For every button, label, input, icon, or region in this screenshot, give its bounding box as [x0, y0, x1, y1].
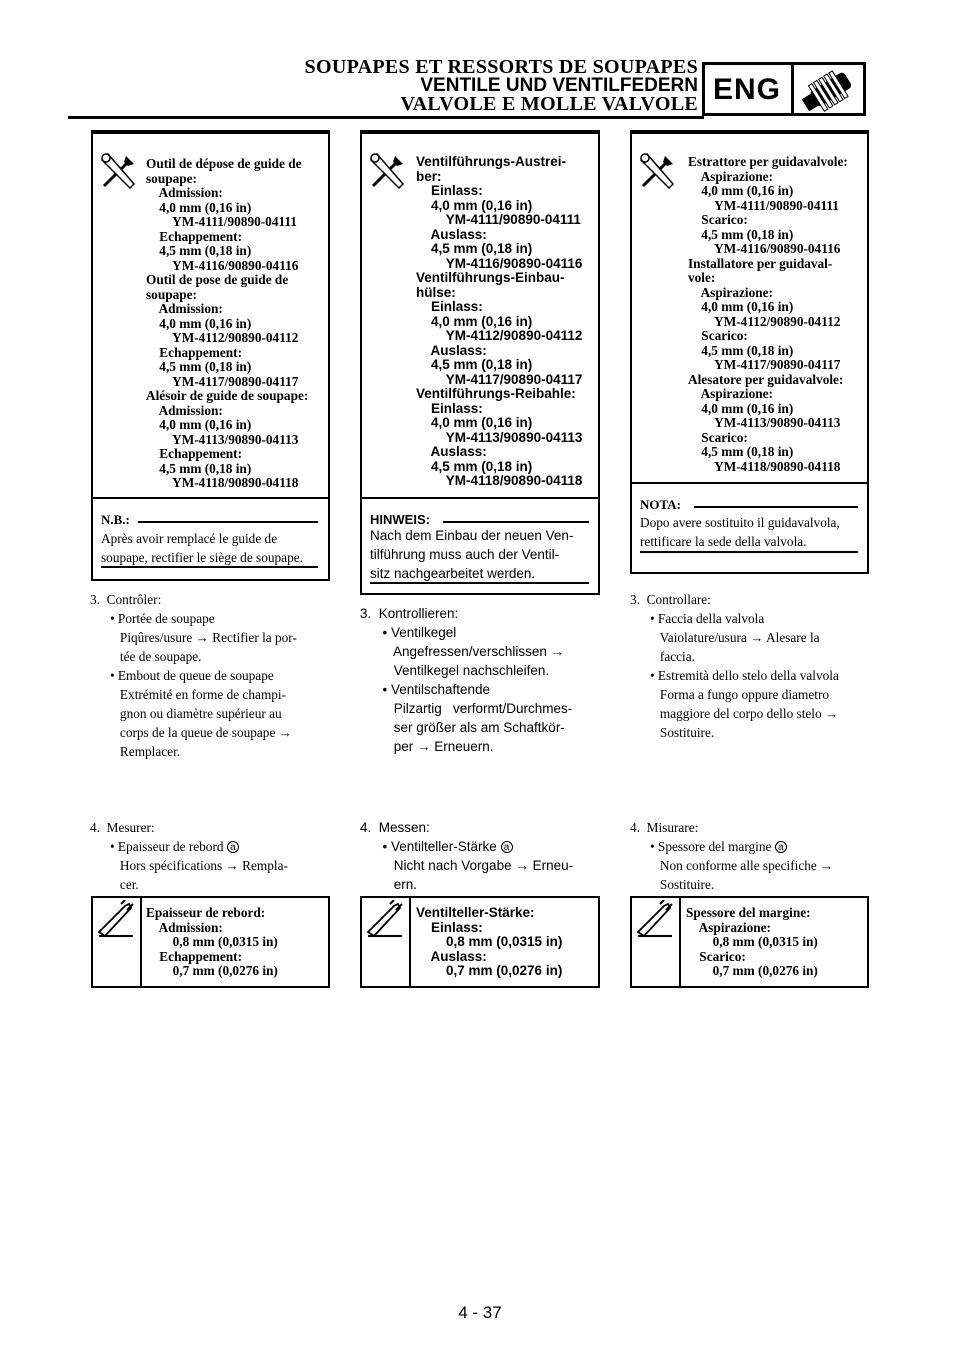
- fr-note-separator: [93, 497, 328, 499]
- de-spec-box-divider: [409, 898, 411, 986]
- it-note-text: Dopo avere sostituito il guidavalvola, rettificare la sede della valvola.: [640, 515, 840, 549]
- it-step4-rest: Non conforme alle specifiche → Sostituire.: [659, 858, 834, 892]
- wrench-icon: [367, 150, 409, 192]
- de-note-rule-bottom: [370, 582, 589, 584]
- fr-note-rule-top: [138, 521, 318, 523]
- fr-step4-item-label: • Epaisseur de rebord: [90, 839, 224, 854]
- fr-spec-box-text: Epaisseur de rebord: Admission: 0,8 mm (0,0315 in) Echappement: 0,7 mm (0,0276 in): [146, 905, 278, 978]
- it-step3: 3. Controllare: • Faccia della valvola Vaiolature/usura → Alesare la faccia. • Estremità dello stelo della valvola Forma a fungo oppure diametro maggiore del corpo dello stelo → Sostituire.: [630, 592, 839, 740]
- de-note-rule-top: [443, 521, 589, 523]
- de-note-separator: [362, 497, 598, 499]
- de-step4-rest: Nicht nach Vorgabe → Erneu- ern.: [393, 858, 574, 892]
- it-step4-item: [630, 837, 787, 856]
- fr-step3: 3. Contrôler: • Portée de soupape Piqûres/usure → Rectifier la por- tée de soupape. • Embout de queue de soupape Extrémité en forme de champi- gnon ou diamètre supérieur au corps de la queue de soupape → Remplacer.: [90, 592, 297, 759]
- caliper-icon: [364, 900, 406, 940]
- de-note-label: HINWEIS:: [370, 512, 430, 527]
- fr-spec-box-divider: [140, 898, 142, 986]
- de-step3: 3. Kontrollieren: • Ventilkegel Angefressen/verschlissen → Ventilkegel nachschleifen. • Ventilschaftende Pilzartig verformt/Durchmes- ser größer als am Schaftkör- per → Erneuern.: [360, 606, 573, 754]
- fr-step4-title: 4. Mesurer:: [90, 820, 155, 835]
- de-note-text: Nach dem Einbau der neuen Ven- tilführung muss auch der Ventil- sitz nachgearbeitet werden.: [370, 528, 574, 581]
- it-tool-box-text: Estrattore per guidavalvole: Aspirazione: 4,0 mm (0,16 in) YM-4111/90890-04111 Scarico: 4,5 mm (0,18 in) YM-4116/90890-04116 Installatore per guidaval- vole: Aspirazione: 4,0 mm (0,16 in) YM-4112/90890-04112 Scarico: 4,5 mm (0,18 in) YM-4117/90890-04117 Alesatore per guidavalvole: Aspirazione: 4,0 mm (0,16 in) YM-4113/90890-04113 Scarico: 4,5 mm (0,18 in) YM-4118/90890-04118: [688, 154, 848, 474]
- header-title-de: VENTILE UND VENTILFEDERN: [420, 75, 698, 96]
- eng-badge-divider: [791, 65, 794, 113]
- wrench-icon: [637, 150, 679, 192]
- it-note-rule-top: [694, 506, 858, 508]
- de-tool-box-text: Ventilführungs-Austrei- ber: Einlass: 4,0 mm (0,16 in) YM-4111/90890-04111 Auslass: 4,5 mm (0,18 in) YM-4116/90890-04116 Ventilführungs-Einbau- hülse: Einlass: 4,0 mm (0,16 in) YM-4112/90890-04112 Auslass: 4,5 mm (0,18 in) YM-4117/90890-04117 Ventilführungs-Reibahle: Einlass: 4,0 mm (0,16 in) YM-4113/90890-04113 Auslass: 4,5 mm (0,18 in) YM-4118/90890-04118: [416, 154, 583, 488]
- fr-step4-item: [90, 837, 239, 856]
- caliper-icon: [634, 900, 676, 940]
- fr-step4-rest: Hors spécifications → Rempla- cer.: [119, 858, 288, 892]
- fr-note-label: N.B.:: [101, 512, 130, 527]
- it-note-label: NOTA:: [640, 497, 681, 512]
- it-note-separator: [632, 482, 867, 484]
- it-step4-item-label: • Spessore del margine: [630, 839, 772, 854]
- engine-icon: [797, 67, 863, 113]
- de-step4-item: [360, 837, 513, 856]
- it-spec-box-text: Spessore del margine: Aspirazione: 0,8 mm (0,0315 in) Scarico: 0,7 mm (0,0276 in): [686, 905, 818, 978]
- callout-a-icon: a: [501, 841, 513, 853]
- fr-note-text: Après avoir remplacé le guide de soupape, rectifier le siège de soupape.: [101, 531, 303, 565]
- de-step4-item-label: • Ventilteller-Stärke: [360, 839, 497, 854]
- eng-badge: [702, 62, 866, 116]
- fr-tool-box-text: Outil de dépose de guide de soupape: Admission: 4,0 mm (0,16 in) YM-4111/90890-04111 Echappement: 4,5 mm (0,18 in) YM-4116/90890-04116 Outil de pose de guide de soupape: Admission: 4,0 mm (0,16 in) YM-4112/90890-04112 Echappement: 4,5 mm (0,18 in) YM-4117/90890-04117 Alésoir de guide de soupape: Admission: 4,0 mm (0,16 in) YM-4113/90890-04113 Echappement: 4,5 mm (0,18 in) YM-4118/90890-04118: [146, 156, 309, 490]
- header-rule: [68, 116, 704, 119]
- it-spec-box-divider: [679, 898, 681, 986]
- it-step4-title: 4. Misurare:: [630, 820, 699, 835]
- header-title-it: VALVOLE E MOLLE VALVOLE: [400, 93, 698, 115]
- it-note-rule-bottom: [640, 551, 858, 553]
- eng-badge-label: ENG: [713, 73, 782, 106]
- caliper-icon: [95, 900, 137, 940]
- fr-note-rule-bottom: [101, 566, 318, 568]
- callout-a-icon: a: [775, 841, 787, 853]
- wrench-icon: [98, 150, 140, 192]
- page-number: 4 - 37: [458, 1303, 502, 1322]
- callout-a-icon: a: [227, 841, 239, 853]
- de-spec-box-text: Ventilteller-Stärke: Einlass: 0,8 mm (0,0315 in) Auslass: 0,7 mm (0,0276 in): [416, 905, 563, 978]
- de-step4-title: 4. Messen:: [360, 820, 430, 835]
- header-title-fr: SOUPAPES ET RESSORTS DE SOUPAPES: [304, 56, 698, 78]
